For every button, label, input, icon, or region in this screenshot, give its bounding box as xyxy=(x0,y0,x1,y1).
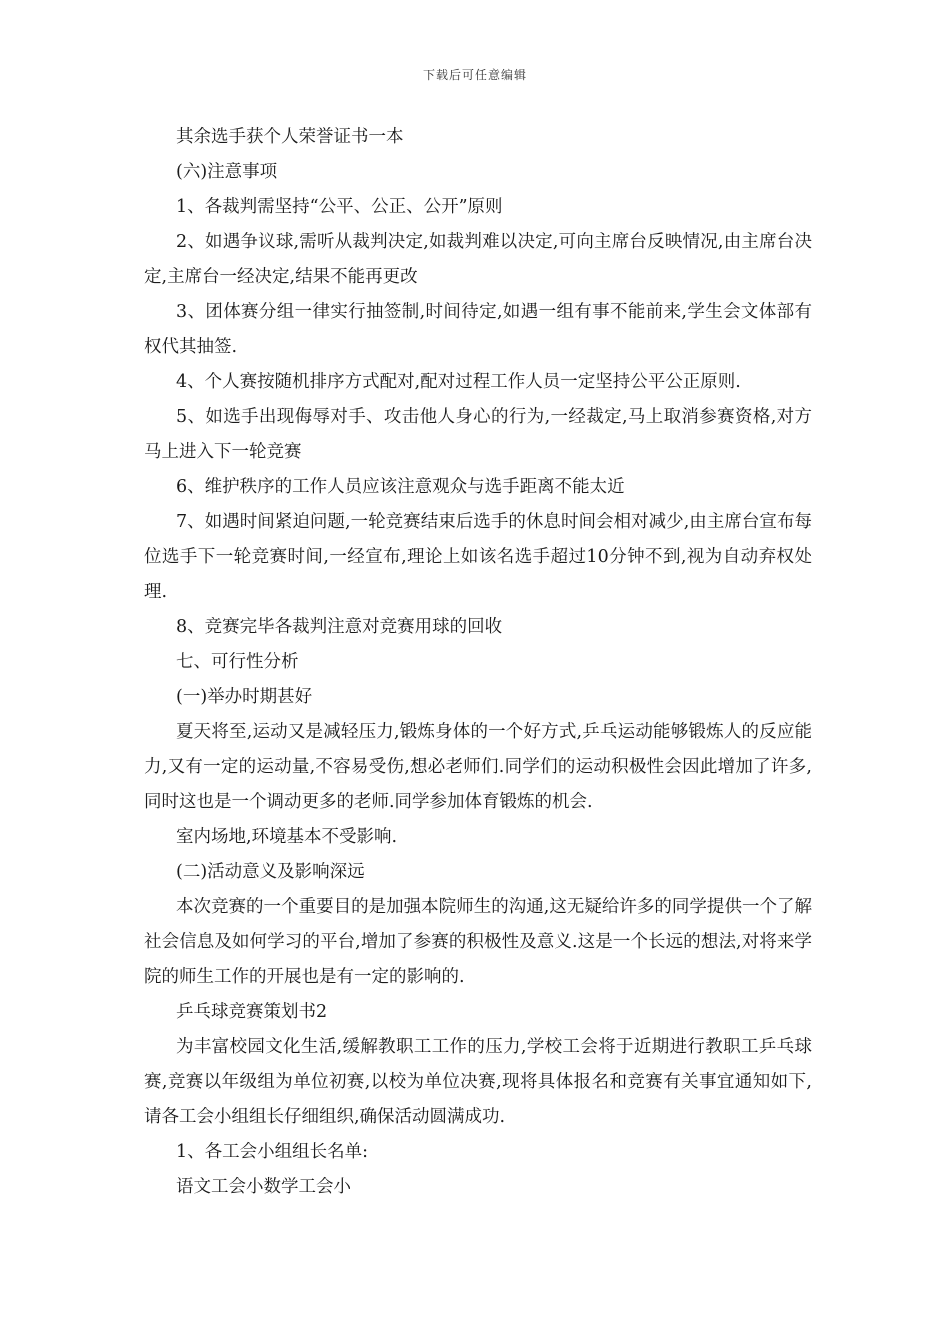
section-heading: (六)注意事项 xyxy=(176,162,278,182)
section-heading: 七、可行性分析 xyxy=(176,652,299,672)
list-item: 8、竞赛完毕各裁判注意对竞赛用球的回收 xyxy=(176,617,503,637)
list-item: 3、团体赛分组一律实行抽签制,时间待定,如遇一组有事不能前来,学生会文体部有权代其抽签. xyxy=(144,302,812,357)
subsection-heading: (二)活动意义及影响深远 xyxy=(176,862,365,882)
paragraph: 为丰富校园文化生活,缓解教职工工作的压力,学校工会将于近期进行教职工乒乓球赛,竞赛以年级组为单位初赛,以校为单位决赛,现将具体报名和竞赛有关事宜通知如下,请各工会小组组长仔细组织,确保活动圆满成功. xyxy=(144,1037,812,1127)
subsection-heading: (一)举办时期甚好 xyxy=(176,687,313,707)
paragraph: 本次竞赛的一个重要目的是加强本院师生的沟通,这无疑给许多的同学提供一个了解社会信息及如何学习的平台,增加了参赛的积极性及意义.这是一个长远的想法,对将来学院的师生工作的开展也是有一定的影响的. xyxy=(144,897,812,987)
list-item: 5、如选手出现侮辱对手、攻击他人身心的行为,一经裁定,马上取消参赛资格,对方马上进入下一轮竞赛 xyxy=(144,407,812,462)
list-item: 1、各工会小组组长名单: xyxy=(176,1142,369,1162)
list-item: 1、各裁判需坚持“公平、公正、公开”原则 xyxy=(176,197,503,217)
paragraph: 室内场地,环境基本不受影响. xyxy=(176,827,398,847)
paragraph: 语文工会小数学工会小 xyxy=(176,1177,351,1197)
document-title: 乒乓球竞赛策划书2 xyxy=(176,1002,328,1022)
page-header: 下载后可任意编辑 xyxy=(422,68,527,82)
document-body xyxy=(144,120,812,1205)
list-item: 2、如遇争议球,需听从裁判决定,如裁判难以决定,可向主席台反映情况,由主席台决定,主席台一经决定,结果不能再更改 xyxy=(144,232,812,287)
paragraph: 其余选手获个人荣誉证书一本 xyxy=(176,127,404,147)
list-item: 6、维护秩序的工作人员应该注意观众与选手距离不能太近 xyxy=(176,477,625,497)
list-item: 4、个人赛按随机排序方式配对,配对过程工作人员一定坚持公平公正原则. xyxy=(176,372,741,392)
list-item: 7、如遇时间紧迫问题,一轮竞赛结束后选手的休息时间会相对减少,由主席台宣布每位选手下一轮竞赛时间,一经宣布,理论上如该名选手超过10分钟不到,视为自动弃权处理. xyxy=(144,512,812,602)
paragraph: 夏天将至,运动又是减轻压力,锻炼身体的一个好方式,乒乓运动能够锻炼人的反应能力,又有一定的运动量,不容易受伤,想必老师们.同学们的运动积极性会因此增加了许多,同时这也是一个调动更多的老师.同学参加体育锻炼的机会. xyxy=(144,722,812,812)
